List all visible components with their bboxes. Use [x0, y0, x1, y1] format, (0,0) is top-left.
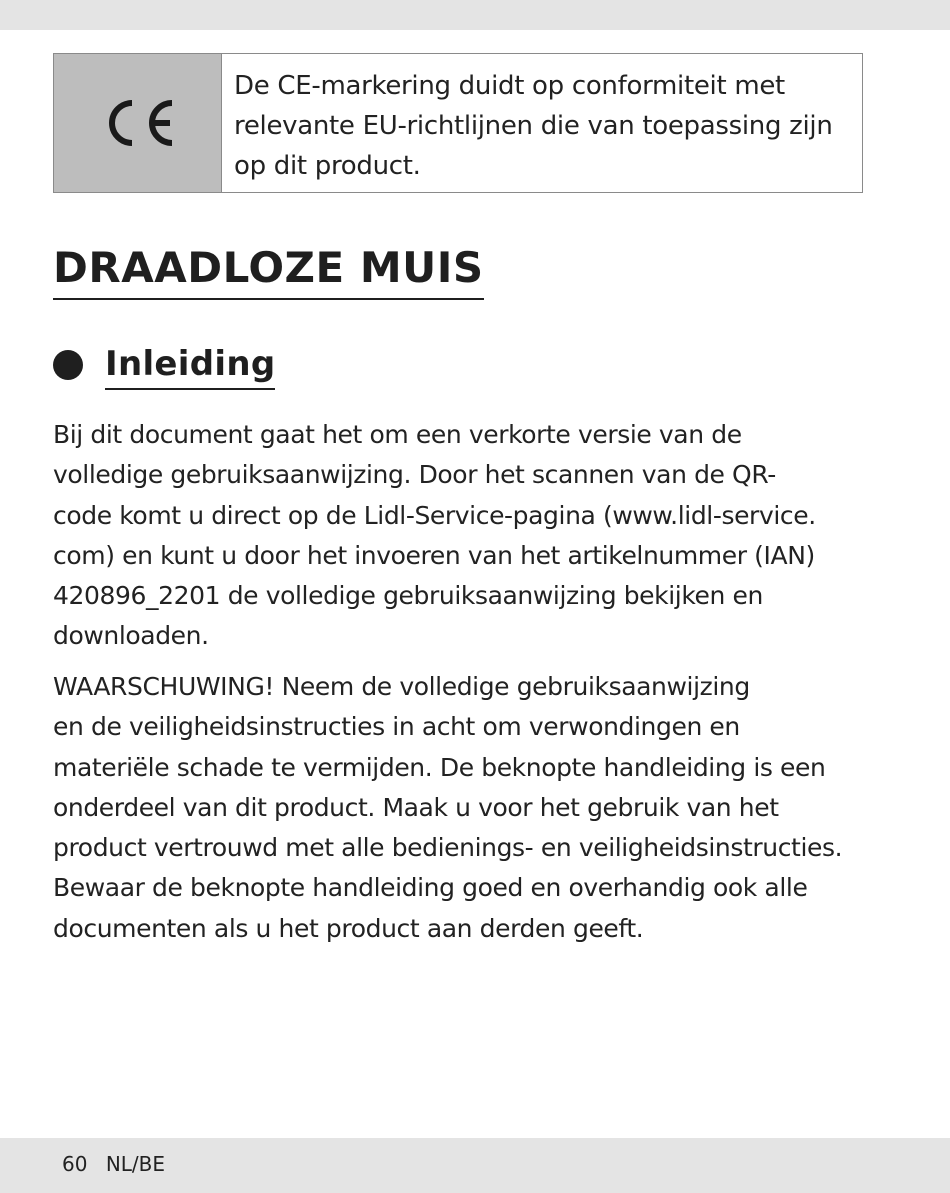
intro-paragraph [53, 415, 868, 657]
page-number: 60 [62, 1152, 88, 1176]
paragraph-line: en de veiligheidsinstructies in acht om verwondingen en [53, 712, 740, 742]
warning-paragraph [53, 667, 868, 949]
section-title: Inleiding [105, 340, 275, 390]
locale-label: NL/BE [105, 1152, 166, 1176]
paragraph-line: documenten als u het product aan derden geeft. [53, 913, 644, 943]
ce-mark-icon [98, 93, 178, 153]
section-heading [53, 340, 275, 390]
paragraph-line: code komt u direct op de Lidl-Service-pagina (www.lidl-service. [53, 500, 816, 530]
paragraph-line: com) en kunt u door het invoeren van het artikelnummer (IAN) [53, 540, 815, 570]
paragraph-line: downloaden. [53, 621, 209, 651]
filled-circle-icon [53, 350, 83, 380]
ce-notice-line: De CE-markering duidt op conformiteit met [234, 71, 785, 101]
paragraph-line: onderdeel van dit product. Maak u voor het gebruik van het [53, 792, 779, 822]
paragraph-line: materiële schade te vermijden. De beknopte handleiding is een [53, 752, 826, 782]
footer [62, 1150, 165, 1178]
paragraph-line: Bij dit document gaat het om een verkorte versie van de [53, 420, 742, 449]
paragraph-line: volledige gebruiksaanwijzing. Door het scannen van de QR- [53, 460, 776, 490]
top-band [0, 0, 950, 30]
page-title: DRAADLOZE MUIS [53, 240, 484, 300]
ce-notice-line: relevante EU-richtlijnen die van toepassing zijn [234, 111, 833, 141]
paragraph-line: product vertrouwd met alle bedienings- en veiligheidsinstructies. [53, 833, 843, 863]
ce-notice-text [222, 54, 833, 192]
ce-notice-box [53, 53, 863, 193]
ce-mark-cell [54, 54, 222, 192]
paragraph-line: WAARSCHUWING! Neem de volledige gebruiksaanwijzing [53, 672, 750, 701]
ce-notice-line: op dit product. [234, 151, 421, 181]
paragraph-line: Bewaar de beknopte handleiding goed en overhandig ook alle [53, 873, 808, 903]
paragraph-line: 420896_2201 de volledige gebruiksaanwijzing bekijken en [53, 581, 763, 611]
